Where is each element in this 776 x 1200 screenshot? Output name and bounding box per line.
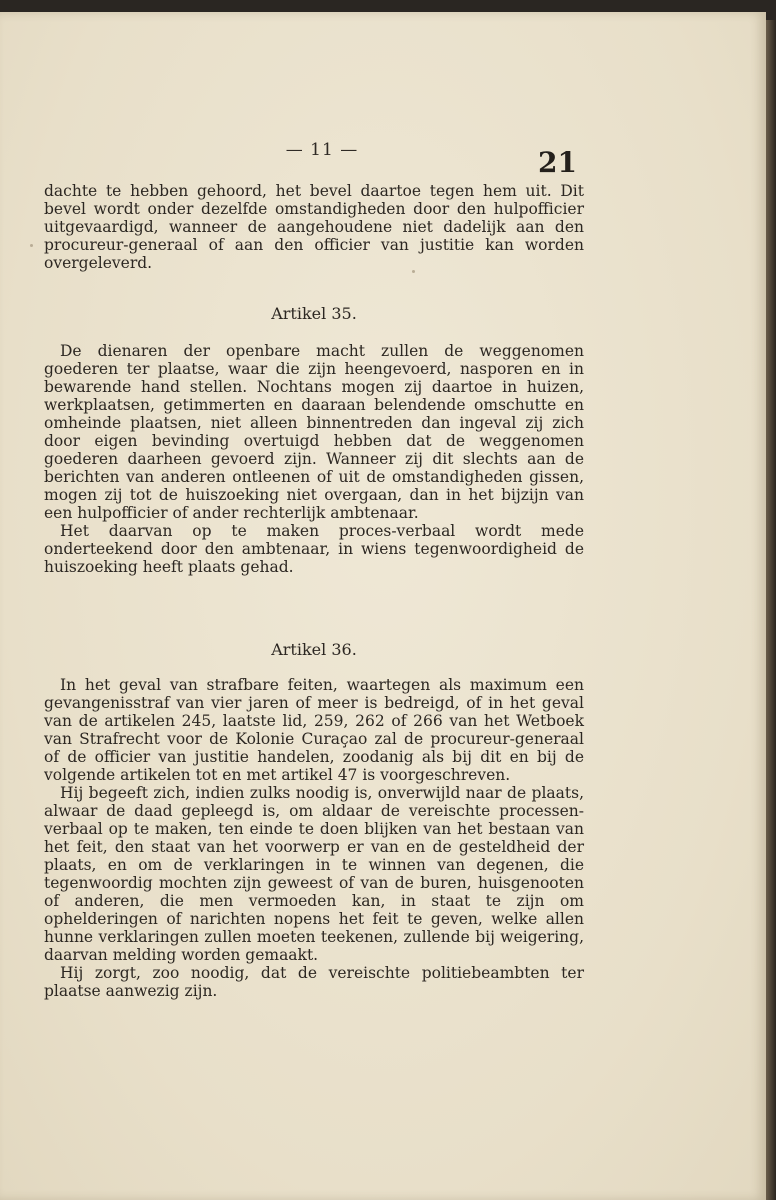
paragraph: Hij zorgt, zoo noodig, dat de vereischte politiebeambten ter plaatse aanwezig zijn. <box>44 964 584 1000</box>
article-36-body <box>44 676 584 1000</box>
paper-speck <box>30 244 33 247</box>
book-page <box>0 12 766 1200</box>
page-stamp-number: 21 <box>538 146 577 179</box>
paragraph: dachte te hebben gehoord, het bevel daartoe tegen hem uit. Dit bevel wordt onder dezelfde omstandigheden door den hulpofficier uitgevaardigd, wanneer de aangehoudene niet dadelijk aan den procureur-generaal of aan den officier van justitie kan worden overgeleverd. <box>44 182 584 272</box>
text-block-continuation <box>44 182 584 272</box>
article-35-body <box>44 342 584 576</box>
article-35-heading: Artikel 35. <box>271 304 357 323</box>
paragraph: De dienaren der openbare macht zullen de weggenomen goederen ter plaatse, waar die zijn heengevoerd, nasporen en in bewarende hand stellen. Nochtans mogen zij daartoe in huizen, werkplaatsen, getimmerten en daaraan belendende omschutte en omheinde plaatsen, niet alleen binnentreden dan ingeval zij zich door eigen bevinding overtuigd hebben dat de weggenomen goederen daarheen gevoerd zijn. Wanneer zij dit slechts aan de berichten van anderen ontleenen of uit de omstandigheden gissen, mogen zij tot de huiszoeking niet overgaan, dan in het bijzijn van een hulpofficier of ander rechterlijk ambtenaar. <box>44 342 584 522</box>
article-36-heading: Artikel 36. <box>271 640 357 659</box>
paper-speck <box>412 270 415 273</box>
paragraph: Het daarvan op te maken proces-verbaal wordt mede onderteekend door den ambtenaar, in wiens tegenwoordigheid de huiszoeking heeft plaats gehad. <box>44 522 584 576</box>
page-folio: — 11 — <box>285 140 359 160</box>
paragraph: Hij begeeft zich, indien zulks noodig is, onverwijld naar de plaats, alwaar de daad gepleegd is, om aldaar de vereischte processen-verbaal op te maken, ten einde te doen blijken van het bestaan van het feit, den staat van het voorwerp er van en de gesteldheid der plaats, en om de verklaringen in te winnen van degenen, die tegenwoordig mochten zijn geweest of van de buren, huisgenooten of anderen, die men vermoeden kan, in staat te zijn om ophelderingen of narichten nopens het feit te geven, welke allen hunne verklaringen zullen moeten teekenen, zullende bij weigering, daarvan melding worden gemaakt. <box>44 784 584 964</box>
paragraph: In het geval van strafbare feiten, waartegen als maximum een gevangenisstraf van vier jaren of meer is bedreigd, of in het geval van de artikelen 245, laatste lid, 259, 262 of 266 van het Wetboek van Strafrecht voor de Kolonie Curaçao zal de procureur-generaal of de officier van justitie handelen, zoodanig als bij dit en bij de volgende artikelen tot en met artikel 47 is voorgeschreven. <box>44 676 584 784</box>
page-edge <box>766 20 776 1200</box>
